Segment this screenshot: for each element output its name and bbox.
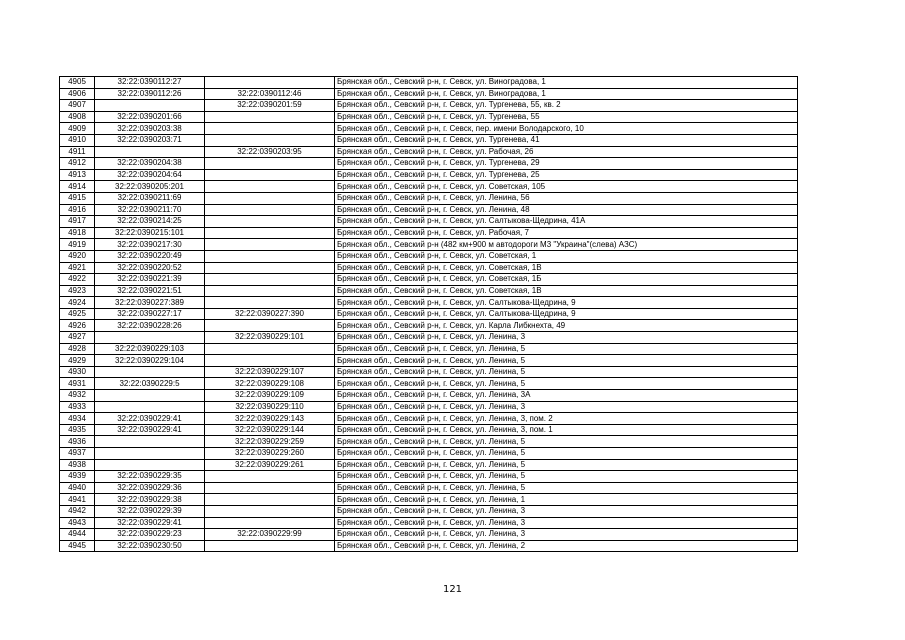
cadastral-number-cell: 32:22:0390229:38 [95, 494, 205, 506]
table-row [60, 181, 798, 193]
address-cell: Брянская обл., Севский р-н, г. Севск, ул. Ленина, 5 [335, 378, 798, 390]
cadastral-number-cell: 32:22:0390229:39 [95, 505, 205, 517]
related-cadastral-number-cell [205, 181, 335, 193]
cadastral-number-cell [95, 459, 205, 471]
row-number-cell: 4917 [60, 216, 95, 228]
row-number-cell: 4933 [60, 401, 95, 413]
address-cell: Брянская обл., Севский р-н, г. Севск, ул. Виноградова, 1 [335, 88, 798, 100]
table-row [60, 111, 798, 123]
cadastral-number-cell: 32:22:0390227:389 [95, 297, 205, 309]
address-cell: Брянская обл., Севский р-н, г. Севск, ул. Тургенева, 55 [335, 111, 798, 123]
cadastral-number-cell: 32:22:0390230:50 [95, 540, 205, 552]
table-row [60, 158, 798, 170]
row-number-cell: 4921 [60, 262, 95, 274]
related-cadastral-number-cell: 32:22:0390229:107 [205, 366, 335, 378]
cadastral-number-cell [95, 436, 205, 448]
table-row [60, 517, 798, 529]
cadastral-number-cell: 32:22:0390203:38 [95, 123, 205, 135]
cadastral-number-cell: 32:22:0390112:27 [95, 77, 205, 89]
row-number-cell: 4918 [60, 227, 95, 239]
address-cell: Брянская обл., Севский р-н, г. Севск, ул. Ленина, 3 [335, 401, 798, 413]
row-number-cell: 4907 [60, 100, 95, 112]
address-cell: Брянская обл., Севский р-н, г. Севск, ул. Тургенева, 25 [335, 169, 798, 181]
address-cell: Брянская обл., Севский р-н, г. Севск, ул. Ленина, 5 [335, 366, 798, 378]
table-row [60, 204, 798, 216]
row-number-cell: 4910 [60, 134, 95, 146]
table-row [60, 390, 798, 402]
related-cadastral-number-cell [205, 320, 335, 332]
related-cadastral-number-cell [205, 134, 335, 146]
related-cadastral-number-cell: 32:22:0390229:108 [205, 378, 335, 390]
related-cadastral-number-cell [205, 274, 335, 286]
row-number-cell: 4927 [60, 332, 95, 344]
page-number: 121 [442, 584, 463, 595]
cadastral-number-cell [95, 390, 205, 402]
address-cell: Брянская обл., Севский р-н, г. Севск, ул. Тургенева, 55, кв. 2 [335, 100, 798, 112]
cadastral-number-cell: 32:22:0390204:38 [95, 158, 205, 170]
address-cell: Брянская обл., Севский р-н, г. Севск, ул. Виноградова, 1 [335, 77, 798, 89]
related-cadastral-number-cell [205, 192, 335, 204]
cadastral-number-cell [95, 448, 205, 460]
cadastral-number-cell: 32:22:0390229:5 [95, 378, 205, 390]
table-row [60, 134, 798, 146]
related-cadastral-number-cell [205, 77, 335, 89]
row-number-cell: 4911 [60, 146, 95, 158]
address-cell: Брянская обл., Севский р-н, г. Севск, ул. Ленина, 56 [335, 192, 798, 204]
row-number-cell: 4928 [60, 343, 95, 355]
related-cadastral-number-cell: 32:22:0390112:46 [205, 88, 335, 100]
related-cadastral-number-cell [205, 517, 335, 529]
property-registry-table [59, 76, 798, 552]
row-number-cell: 4941 [60, 494, 95, 506]
table-row [60, 401, 798, 413]
table-row [60, 505, 798, 517]
table-row [60, 424, 798, 436]
related-cadastral-number-cell: 32:22:0390229:260 [205, 448, 335, 460]
cadastral-number-cell: 32:22:0390229:41 [95, 424, 205, 436]
address-cell: Брянская обл., Севский р-н, г. Севск, ул. Салтыкова-Щедрина, 9 [335, 297, 798, 309]
address-cell: Брянская обл., Севский р-н, г. Севск, ул. Ленина, 5 [335, 482, 798, 494]
row-number-cell: 4905 [60, 77, 95, 89]
address-cell: Брянская обл., Севский р-н, г. Севск, ул. Ленина, 3 [335, 332, 798, 344]
address-cell: Брянская обл., Севский р-н, г. Севск, ул. Советская, 1 [335, 250, 798, 262]
row-number-cell: 4922 [60, 274, 95, 286]
row-number-cell: 4930 [60, 366, 95, 378]
cadastral-number-cell [95, 100, 205, 112]
related-cadastral-number-cell [205, 355, 335, 367]
address-cell: Брянская обл., Севский р-н, г. Севск, ул. Ленина, 5 [335, 343, 798, 355]
related-cadastral-number-cell: 32:22:0390229:99 [205, 529, 335, 541]
cadastral-number-cell [95, 401, 205, 413]
table-row [60, 88, 798, 100]
table-row [60, 343, 798, 355]
row-number-cell: 4936 [60, 436, 95, 448]
cadastral-number-cell [95, 146, 205, 158]
related-cadastral-number-cell [205, 494, 335, 506]
related-cadastral-number-cell [205, 505, 335, 517]
table-row [60, 250, 798, 262]
address-cell: Брянская обл., Севский р-н, г. Севск, ул. Ленина, 3 [335, 529, 798, 541]
related-cadastral-number-cell: 32:22:0390229:101 [205, 332, 335, 344]
related-cadastral-number-cell: 32:22:0390229:144 [205, 424, 335, 436]
row-number-cell: 4925 [60, 308, 95, 320]
row-number-cell: 4939 [60, 471, 95, 483]
row-number-cell: 4915 [60, 192, 95, 204]
related-cadastral-number-cell [205, 540, 335, 552]
row-number-cell: 4937 [60, 448, 95, 460]
cadastral-number-cell: 32:22:0390229:35 [95, 471, 205, 483]
related-cadastral-number-cell [205, 169, 335, 181]
row-number-cell: 4944 [60, 529, 95, 541]
related-cadastral-number-cell [205, 471, 335, 483]
address-cell: Брянская обл., Севский р-н, г. Севск, ул. Ленина, 1 [335, 494, 798, 506]
address-cell: Брянская обл., Севский р-н, г. Севск, ул. Ленина, 3 [335, 517, 798, 529]
table-row [60, 355, 798, 367]
cadastral-number-cell: 32:22:0390229:103 [95, 343, 205, 355]
registry-body [60, 77, 798, 552]
cadastral-number-cell [95, 332, 205, 344]
related-cadastral-number-cell [205, 216, 335, 228]
cadastral-number-cell: 32:22:0390211:70 [95, 204, 205, 216]
row-number-cell: 4929 [60, 355, 95, 367]
related-cadastral-number-cell: 32:22:0390229:110 [205, 401, 335, 413]
row-number-cell: 4924 [60, 297, 95, 309]
cadastral-number-cell: 32:22:0390217:30 [95, 239, 205, 251]
related-cadastral-number-cell: 32:22:0390229:261 [205, 459, 335, 471]
cadastral-number-cell: 32:22:0390205:201 [95, 181, 205, 193]
row-number-cell: 4909 [60, 123, 95, 135]
address-cell: Брянская обл., Севский р-н, г. Севск, ул. Ленина, 5 [335, 436, 798, 448]
row-number-cell: 4932 [60, 390, 95, 402]
related-cadastral-number-cell: 32:22:0390229:259 [205, 436, 335, 448]
row-number-cell: 4923 [60, 285, 95, 297]
row-number-cell: 4913 [60, 169, 95, 181]
table-row [60, 169, 798, 181]
address-cell: Брянская обл., Севский р-н, г. Севск, ул. Тургенева, 29 [335, 158, 798, 170]
cadastral-number-cell: 32:22:0390112:26 [95, 88, 205, 100]
cadastral-number-cell: 32:22:0390220:49 [95, 250, 205, 262]
address-cell: Брянская обл., Севский р-н, г. Севск, ул. Карла Либкнехта, 49 [335, 320, 798, 332]
row-number-cell: 4940 [60, 482, 95, 494]
related-cadastral-number-cell [205, 204, 335, 216]
table-row [60, 192, 798, 204]
related-cadastral-number-cell: 32:22:0390201:59 [205, 100, 335, 112]
address-cell: Брянская обл., Севский р-н, г. Севск, ул. Советская, 1Б [335, 274, 798, 286]
table-row [60, 274, 798, 286]
address-cell: Брянская обл., Севский р-н, г. Севск, ул. Ленина, 3 [335, 505, 798, 517]
table-row [60, 413, 798, 425]
cadastral-number-cell: 32:22:0390229:23 [95, 529, 205, 541]
cadastral-number-cell: 32:22:0390221:39 [95, 274, 205, 286]
related-cadastral-number-cell [205, 111, 335, 123]
address-cell: Брянская обл., Севский р-н, г. Севск, ул. Советская, 1В [335, 285, 798, 297]
related-cadastral-number-cell [205, 262, 335, 274]
table-row [60, 540, 798, 552]
related-cadastral-number-cell: 32:22:0390229:109 [205, 390, 335, 402]
address-cell: Брянская обл., Севский р-н, г. Севск, ул. Ленина, 3, пом. 1 [335, 424, 798, 436]
row-number-cell: 4912 [60, 158, 95, 170]
cadastral-number-cell: 32:22:0390211:69 [95, 192, 205, 204]
row-number-cell: 4935 [60, 424, 95, 436]
address-cell: Брянская обл., Севский р-н, г. Севск, ул. Ленина, 3А [335, 390, 798, 402]
table-row [60, 262, 798, 274]
row-number-cell: 4919 [60, 239, 95, 251]
table-row [60, 494, 798, 506]
row-number-cell: 4938 [60, 459, 95, 471]
table-row [60, 366, 798, 378]
address-cell: Брянская обл., Севский р-н, г. Севск, ул. Ленина, 5 [335, 355, 798, 367]
cadastral-number-cell: 32:22:0390204:64 [95, 169, 205, 181]
table-row [60, 332, 798, 344]
cadastral-number-cell: 32:22:0390220:52 [95, 262, 205, 274]
row-number-cell: 4934 [60, 413, 95, 425]
related-cadastral-number-cell [205, 158, 335, 170]
cadastral-number-cell: 32:22:0390229:41 [95, 413, 205, 425]
row-number-cell: 4945 [60, 540, 95, 552]
cadastral-number-cell: 32:22:0390203:71 [95, 134, 205, 146]
address-cell: Брянская обл., Севский р-н, г. Севск, пер. имени Володарского, 10 [335, 123, 798, 135]
table-row [60, 77, 798, 89]
table-row [60, 471, 798, 483]
row-number-cell: 4906 [60, 88, 95, 100]
cadastral-number-cell: 32:22:0390228:26 [95, 320, 205, 332]
related-cadastral-number-cell: 32:22:0390229:143 [205, 413, 335, 425]
address-cell: Брянская обл., Севский р-н (482 км+900 м автодороги М3 "Украина"(слева) АЗС) [335, 239, 798, 251]
related-cadastral-number-cell [205, 239, 335, 251]
related-cadastral-number-cell [205, 227, 335, 239]
table-row [60, 239, 798, 251]
address-cell: Брянская обл., Севский р-н, г. Севск, ул. Ленина, 48 [335, 204, 798, 216]
address-cell: Брянская обл., Севский р-н, г. Севск, ул. Рабочая, 7 [335, 227, 798, 239]
related-cadastral-number-cell [205, 297, 335, 309]
address-cell: Брянская обл., Севский р-н, г. Севск, ул. Тургенева, 41 [335, 134, 798, 146]
cadastral-number-cell: 32:22:0390215:101 [95, 227, 205, 239]
table-row [60, 216, 798, 228]
related-cadastral-number-cell [205, 285, 335, 297]
table-row [60, 227, 798, 239]
related-cadastral-number-cell [205, 343, 335, 355]
cadastral-number-cell: 32:22:0390221:51 [95, 285, 205, 297]
related-cadastral-number-cell [205, 250, 335, 262]
cadastral-number-cell [95, 366, 205, 378]
table-row [60, 100, 798, 112]
related-cadastral-number-cell: 32:22:0390203:95 [205, 146, 335, 158]
cadastral-number-cell: 32:22:0390214:25 [95, 216, 205, 228]
table-row [60, 436, 798, 448]
cadastral-number-cell: 32:22:0390201:66 [95, 111, 205, 123]
table-row [60, 123, 798, 135]
address-cell: Брянская обл., Севский р-н, г. Севск, ул. Салтыкова-Щедрина, 41А [335, 216, 798, 228]
address-cell: Брянская обл., Севский р-н, г. Севск, ул. Ленина, 2 [335, 540, 798, 552]
table-row [60, 308, 798, 320]
related-cadastral-number-cell [205, 482, 335, 494]
cadastral-number-cell: 32:22:0390229:41 [95, 517, 205, 529]
address-cell: Брянская обл., Севский р-н, г. Севск, ул. Ленина, 3, пом. 2 [335, 413, 798, 425]
row-number-cell: 4916 [60, 204, 95, 216]
row-number-cell: 4908 [60, 111, 95, 123]
cadastral-number-cell: 32:22:0390229:36 [95, 482, 205, 494]
address-cell: Брянская обл., Севский р-н, г. Севск, ул. Советская, 105 [335, 181, 798, 193]
table-row [60, 297, 798, 309]
related-cadastral-number-cell: 32:22:0390227:390 [205, 308, 335, 320]
table-row [60, 459, 798, 471]
address-cell: Брянская обл., Севский р-н, г. Севск, ул. Ленина, 5 [335, 448, 798, 460]
table-row [60, 146, 798, 158]
table-row [60, 378, 798, 390]
cadastral-number-cell: 32:22:0390227:17 [95, 308, 205, 320]
table-row [60, 448, 798, 460]
row-number-cell: 4942 [60, 505, 95, 517]
table-row [60, 529, 798, 541]
row-number-cell: 4926 [60, 320, 95, 332]
row-number-cell: 4914 [60, 181, 95, 193]
row-number-cell: 4931 [60, 378, 95, 390]
address-cell: Брянская обл., Севский р-н, г. Севск, ул. Советская, 1В [335, 262, 798, 274]
table-row [60, 482, 798, 494]
address-cell: Брянская обл., Севский р-н, г. Севск, ул. Салтыкова-Щедрина, 9 [335, 308, 798, 320]
address-cell: Брянская обл., Севский р-н, г. Севск, ул. Рабочая, 26 [335, 146, 798, 158]
table-row [60, 320, 798, 332]
related-cadastral-number-cell [205, 123, 335, 135]
cadastral-number-cell: 32:22:0390229:104 [95, 355, 205, 367]
row-number-cell: 4943 [60, 517, 95, 529]
row-number-cell: 4920 [60, 250, 95, 262]
address-cell: Брянская обл., Севский р-н, г. Севск, ул. Ленина, 5 [335, 471, 798, 483]
address-cell: Брянская обл., Севский р-н, г. Севск, ул. Ленина, 5 [335, 459, 798, 471]
table-row [60, 285, 798, 297]
